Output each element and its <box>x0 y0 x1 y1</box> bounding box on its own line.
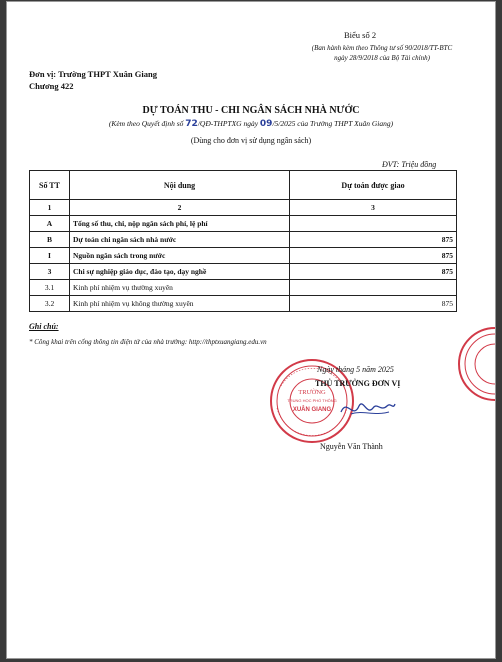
row-value: 875 <box>290 296 457 312</box>
table-row <box>30 264 457 280</box>
form-number: Biểu số 2 <box>344 30 377 40</box>
row-content: Chi sự nghiệp giáo dục, đào tạo, dạy nghề <box>70 264 290 280</box>
partial-stamp-edge <box>455 324 495 404</box>
row-content: Dự toán chi ngân sách nhà nước <box>70 232 290 248</box>
unit-name: Đơn vị: Trường THPT Xuân Giang <box>29 69 157 79</box>
row-value <box>290 280 457 296</box>
svg-text:TRƯỜNG: TRƯỜNG <box>298 389 326 396</box>
decision-day: 09 <box>259 119 273 129</box>
index-cell: 3 <box>290 200 457 216</box>
row-value: 875 <box>290 264 457 280</box>
table-row <box>30 232 457 248</box>
issuance-note <box>287 43 477 63</box>
website-note: * Công khai trên cổng thông tin điện tử của nhà trường: http://thptxuangiang.edu.vn <box>29 338 267 346</box>
issuance-line-1: (Ban hành kèm theo Thông tư số 90/2018/TT-BTC <box>311 44 453 52</box>
row-stt: B <box>30 232 70 248</box>
table-row <box>30 216 457 232</box>
header-budget: Dự toán được giao <box>290 171 457 200</box>
row-stt: 3.1 <box>30 280 70 296</box>
table-row <box>30 280 457 296</box>
row-content: Kinh phí nhiệm vụ thường xuyên <box>70 280 290 296</box>
row-stt: 3 <box>30 264 70 280</box>
signer-role: THỦ TRƯỞNG ĐƠN VỊ <box>315 379 401 388</box>
unit-info <box>29 68 157 92</box>
table-header-row <box>30 171 457 200</box>
svg-text:TRUNG HỌC PHỔ THÔNG: TRUNG HỌC PHỔ THÔNG <box>287 398 337 403</box>
row-content: Kinh phí nhiệm vụ không thường xuyên <box>70 296 290 312</box>
header-content: Nội dung <box>70 171 290 200</box>
row-value <box>290 216 457 232</box>
row-stt: A <box>30 216 70 232</box>
row-content: Tổng số thu, chi, nộp ngân sách phí, lệ phí <box>70 216 290 232</box>
row-value: 875 <box>290 248 457 264</box>
row-value: 875 <box>290 232 457 248</box>
decision-reference <box>7 119 495 129</box>
table-row <box>30 248 457 264</box>
svg-text:XUÂN GIANG: XUÂN GIANG <box>292 407 332 413</box>
document-title: DỰ TOÁN THU - CHI NGÂN SÁCH NHÀ NƯỚC <box>142 105 360 116</box>
chapter: Chương 422 <box>29 81 74 91</box>
usage-note: (Dùng cho đơn vị sử dụng ngân sách) <box>190 136 312 145</box>
decision-prefix: (Kèm theo Quyết định số <box>108 119 186 128</box>
issuance-line-2: ngày 28/9/2018 của Bộ Tài chính) <box>334 54 430 62</box>
table-row <box>30 296 457 312</box>
decision-suffix: /5/2025 của Trường THPT Xuân Giang) <box>272 119 394 128</box>
budget-table <box>29 170 457 312</box>
index-cell: 2 <box>70 200 290 216</box>
notes-heading: Ghi chú: <box>29 322 59 331</box>
decision-middle: /QĐ-THPTXG ngày <box>197 119 260 128</box>
unit-of-measure: ĐVT: Triệu đồng <box>382 160 437 169</box>
sign-date: Ngày tháng 5 năm 2025 <box>317 365 394 374</box>
table-index-row <box>30 200 457 216</box>
decision-number: 72 <box>185 119 198 129</box>
signer-name: Nguyễn Văn Thành <box>320 442 383 451</box>
index-cell: 1 <box>30 200 70 216</box>
signature <box>337 394 397 422</box>
header-stt: Số TT <box>30 171 70 200</box>
document-page <box>7 2 495 658</box>
row-stt: 3.2 <box>30 296 70 312</box>
row-content: Nguồn ngân sách trong nước <box>70 248 290 264</box>
row-stt: I <box>30 248 70 264</box>
